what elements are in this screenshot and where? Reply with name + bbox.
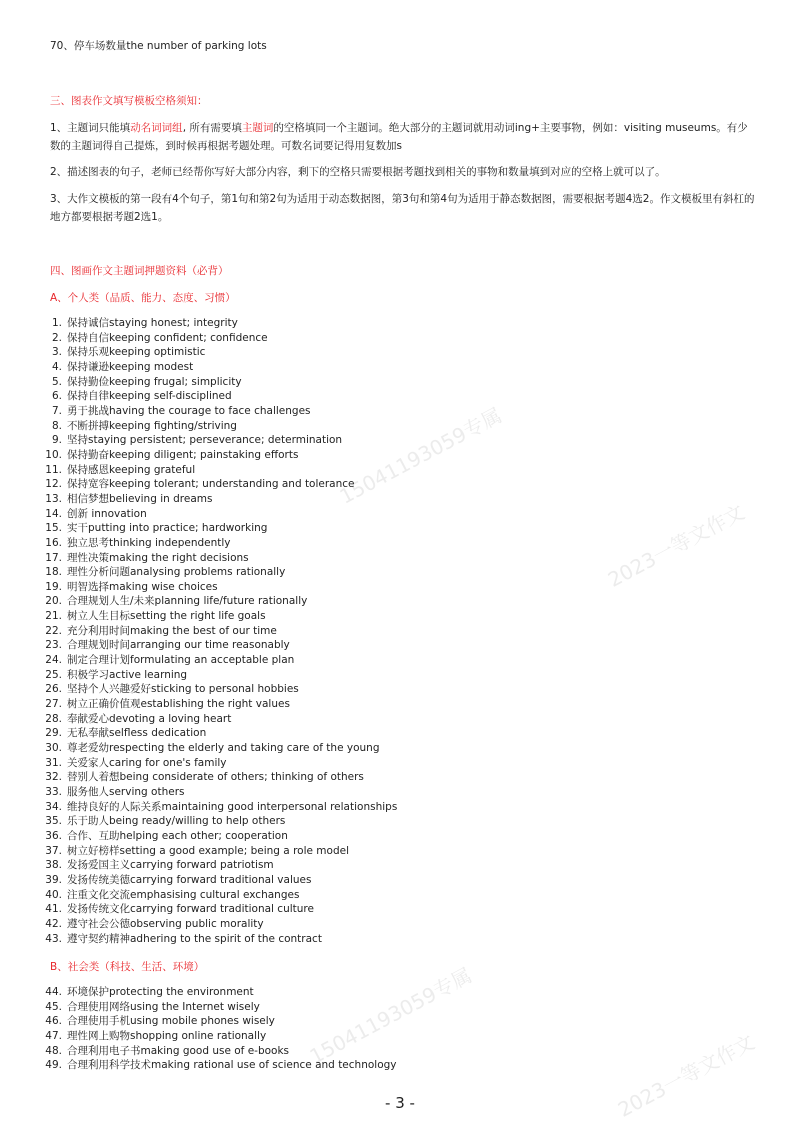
list-item <box>40 565 755 580</box>
watermark: 2023一等文作文 <box>603 499 749 592</box>
item-number: 45. <box>45 1000 62 1013</box>
list-item <box>40 932 755 947</box>
list-item <box>40 873 755 888</box>
item-number: 29. <box>45 727 62 740</box>
list-item <box>40 594 755 609</box>
list-item <box>40 682 755 697</box>
item-number: 48. <box>45 1044 62 1057</box>
list-item <box>40 726 755 741</box>
highlight: 动名词词组 <box>130 122 183 134</box>
text: , 所有需要填 <box>182 122 242 134</box>
item-number: 22. <box>45 624 62 637</box>
item-text: 合理利用科学技术making rational use of science and technology <box>67 1059 397 1072</box>
list-item <box>40 551 755 566</box>
item-number: 21. <box>45 610 62 623</box>
text: 的空格填同一个主题词。绝大部分的主题词就用动词ing+主要事物，例如：visiting museums。有少数的主题词得自己提炼，到时候再根据考题处理。可数名词要记得用复数加s <box>50 122 748 152</box>
item-number: 41. <box>45 903 62 916</box>
list-item <box>40 360 755 375</box>
item-number: 33. <box>45 786 62 798</box>
list-item <box>40 536 755 551</box>
item-number: 27. <box>45 698 62 711</box>
item-number: 37. <box>45 844 62 857</box>
item-text: 充分利用时间making the best of our time <box>67 624 277 637</box>
list-item <box>40 624 755 639</box>
list-item <box>40 389 755 404</box>
item-text: 合作、互助helping each other; cooperation <box>67 829 288 842</box>
group-a-title: A、个人类（品质、能力、态度、习惯） <box>50 292 236 304</box>
item-number: 44. <box>45 986 62 998</box>
item-number: 26. <box>45 683 62 696</box>
item-text: 理性分析问题analysing problems rationally <box>67 566 286 579</box>
item-number: 16. <box>45 536 62 549</box>
list-item <box>40 404 755 419</box>
list-item <box>40 712 755 727</box>
item-text: 不断拼搏keeping fighting/striving <box>67 419 237 432</box>
item-text: 保持谦逊keeping modest <box>67 360 194 373</box>
top-line: 70、停车场数量the number of parking lots <box>50 40 267 52</box>
item-text: 相信梦想believing in dreams <box>67 492 213 505</box>
list-item <box>40 507 755 522</box>
item-number: 42. <box>45 917 62 930</box>
item-number: 32. <box>45 771 62 784</box>
item-text: 制定合理计划formulating an acceptable plan <box>67 654 295 667</box>
list-item <box>40 668 755 683</box>
item-number: 24. <box>45 654 62 667</box>
item-number: 25. <box>45 668 62 681</box>
item-number: 9. <box>51 434 62 447</box>
section3-paragraph-2: 2、描述图表的句子，老师已经帮你写好大部分内容，剩下的空格只需要根据考题找到相关的事物和数量填到对应的空格上就可以了。 <box>50 166 666 178</box>
group-a-list <box>40 316 755 946</box>
list-item <box>40 1029 755 1044</box>
item-number: 10. <box>45 448 62 461</box>
item-text: 理性决策making the right decisions <box>67 551 249 564</box>
list-item <box>40 433 755 448</box>
page-number: - 3 - <box>385 1094 415 1112</box>
item-text: 保持宽容keeping tolerant; understanding and tolerance <box>67 478 355 491</box>
item-text: 合理使用手机using mobile phones wisely <box>67 1015 275 1028</box>
item-number: 1. <box>51 317 62 329</box>
list-item <box>40 756 755 771</box>
item-number: 40. <box>45 888 62 901</box>
item-number: 8. <box>51 419 62 432</box>
item-number: 47. <box>45 1029 62 1042</box>
item-number: 18. <box>45 566 62 579</box>
item-number: 20. <box>45 595 62 608</box>
item-number: 11. <box>45 463 62 476</box>
item-number: 7. <box>51 404 62 417</box>
item-number: 38. <box>45 859 62 872</box>
item-number: 13. <box>45 492 62 505</box>
list-item <box>40 917 755 932</box>
item-text: 注重文化交流emphasising cultural exchanges <box>67 888 300 901</box>
item-number: 46. <box>45 1015 62 1028</box>
section4-heading: 四、图画作文主题词押题资料（必背） <box>50 265 229 277</box>
item-text: 服务他人serving others <box>67 786 185 798</box>
item-text: 环境保护protecting the environment <box>67 986 254 998</box>
item-text: 明智选择making wise choices <box>67 580 218 593</box>
item-text: 遵守契约精神adhering to the spirit of the contract <box>67 932 322 945</box>
list-item <box>40 829 755 844</box>
list-item <box>40 1044 755 1059</box>
list-item <box>40 580 755 595</box>
item-number: 17. <box>45 551 62 564</box>
list-item <box>40 888 755 903</box>
item-text: 发扬传统美德carrying forward traditional values <box>67 873 312 886</box>
group-b-title: B、社会类（科技、生活、环境） <box>50 961 205 973</box>
item-text: 遵守社会公德observing public morality <box>67 917 264 930</box>
item-text: 维持良好的人际关系maintaining good interpersonal relationships <box>67 800 398 813</box>
section3-heading: 三、图表作文填写模板空格须知： <box>50 95 208 107</box>
item-text: 尊老爱幼respecting the elderly and taking care of the young <box>67 742 380 755</box>
list-item <box>40 1014 755 1029</box>
item-number: 36. <box>45 829 62 842</box>
list-item <box>40 375 755 390</box>
item-number: 14. <box>45 507 62 520</box>
item-number: 15. <box>45 522 62 535</box>
highlight: 主题词 <box>241 122 274 134</box>
list-item <box>40 653 755 668</box>
item-number: 5. <box>51 375 62 388</box>
item-number: 19. <box>45 580 62 593</box>
item-text: 树立人生目标setting the right life goals <box>67 610 266 623</box>
watermark: 2023一等文作文 <box>613 1029 759 1122</box>
item-number: 31. <box>45 756 62 769</box>
list-item <box>40 638 755 653</box>
item-number: 30. <box>45 742 62 755</box>
item-number: 35. <box>45 815 62 828</box>
item-text: 坚持个人兴趣爱好sticking to personal hobbies <box>67 683 299 696</box>
list-item <box>40 521 755 536</box>
item-text: 树立正确价值观establishing the right values <box>67 698 290 711</box>
item-text: 实干putting into practice; hardworking <box>67 522 268 535</box>
item-number: 6. <box>51 390 62 403</box>
list-item <box>40 463 755 478</box>
list-item <box>40 770 755 785</box>
item-number: 28. <box>45 712 62 725</box>
list-item <box>40 858 755 873</box>
item-number: 39. <box>45 873 62 886</box>
item-text: 无私奉献selfless dedication <box>67 727 207 740</box>
list-item <box>40 814 755 829</box>
list-item <box>40 477 755 492</box>
list-item <box>40 419 755 434</box>
section3-paragraph-3: 3、大作文模板的第一段有4个句子，第1句和第2句为适用于动态数据图，第3句和第4句为适用于静态数据图，需要根据考题4选2。作文模板里有斜杠的地方都要根据考题2选1。 <box>50 193 755 223</box>
item-text: 保持乐观keeping optimistic <box>67 346 206 359</box>
list-item <box>40 985 755 1000</box>
item-number: 3. <box>51 346 62 359</box>
item-text: 合理规划时间arranging our time reasonably <box>67 639 290 652</box>
group-b-list <box>40 985 755 1073</box>
list-item <box>40 844 755 859</box>
item-number: 2. <box>51 331 62 344</box>
watermark: 15041193059专属 <box>335 402 506 509</box>
list-item <box>40 697 755 712</box>
item-text: 坚持staying persistent; perseverance; determination <box>67 434 343 447</box>
text: 1、主题词只能填 <box>50 122 131 134</box>
list-item <box>40 902 755 917</box>
item-text: 替别人着想being considerate of others; thinking of others <box>67 771 364 784</box>
item-text: 创新 innovation <box>67 507 147 520</box>
item-text: 合理利用电子书making good use of e-books <box>67 1044 290 1057</box>
item-number: 4. <box>51 360 62 373</box>
item-text: 发扬传统文化carrying forward traditional culture <box>67 903 314 916</box>
watermark: 15041193059专属 <box>305 962 476 1069</box>
item-number: 49. <box>45 1059 62 1072</box>
item-text: 奉献爱心devoting a loving heart <box>67 712 232 725</box>
list-item <box>40 331 755 346</box>
item-number: 34. <box>45 800 62 813</box>
item-text: 保持感恩keeping grateful <box>67 463 196 476</box>
item-number: 23. <box>45 639 62 652</box>
item-text: 理性网上购物shopping online rationally <box>67 1029 267 1042</box>
item-text: 合理使用网络using the Internet wisely <box>67 1000 260 1013</box>
list-item <box>40 800 755 815</box>
section3-paragraph-1 <box>50 119 755 155</box>
item-text: 积极学习active learning <box>67 668 188 681</box>
item-text: 关爱家人caring for one's family <box>67 756 227 769</box>
list-item <box>40 345 755 360</box>
list-item <box>40 741 755 756</box>
item-text: 勇于挑战having the courage to face challenges <box>67 404 311 417</box>
item-text: 保持勤奋keeping diligent; painstaking efforts <box>67 448 299 461</box>
list-item <box>40 492 755 507</box>
item-text: 乐于助人being ready/willing to help others <box>67 815 286 828</box>
item-text: 独立思考thinking independently <box>67 536 231 549</box>
list-item <box>40 1058 755 1073</box>
item-text: 保持自律keeping self-disciplined <box>67 390 232 403</box>
item-text: 发扬爱国主义carrying forward patriotism <box>67 859 274 872</box>
item-text: 保持自信keeping confident; confidence <box>67 331 268 344</box>
item-text: 保持诚信staying honest; integrity <box>67 317 238 329</box>
list-item <box>40 785 755 800</box>
list-item <box>40 1000 755 1015</box>
list-item <box>40 448 755 463</box>
item-number: 43. <box>45 932 62 945</box>
item-number: 12. <box>45 478 62 491</box>
list-item <box>40 316 755 331</box>
list-item <box>40 609 755 624</box>
item-text: 合理规划人生/未来planning life/future rationally <box>67 595 308 608</box>
item-text: 保持勤俭keeping frugal; simplicity <box>67 375 242 388</box>
item-text: 树立好榜样setting a good example; being a role model <box>67 844 349 857</box>
